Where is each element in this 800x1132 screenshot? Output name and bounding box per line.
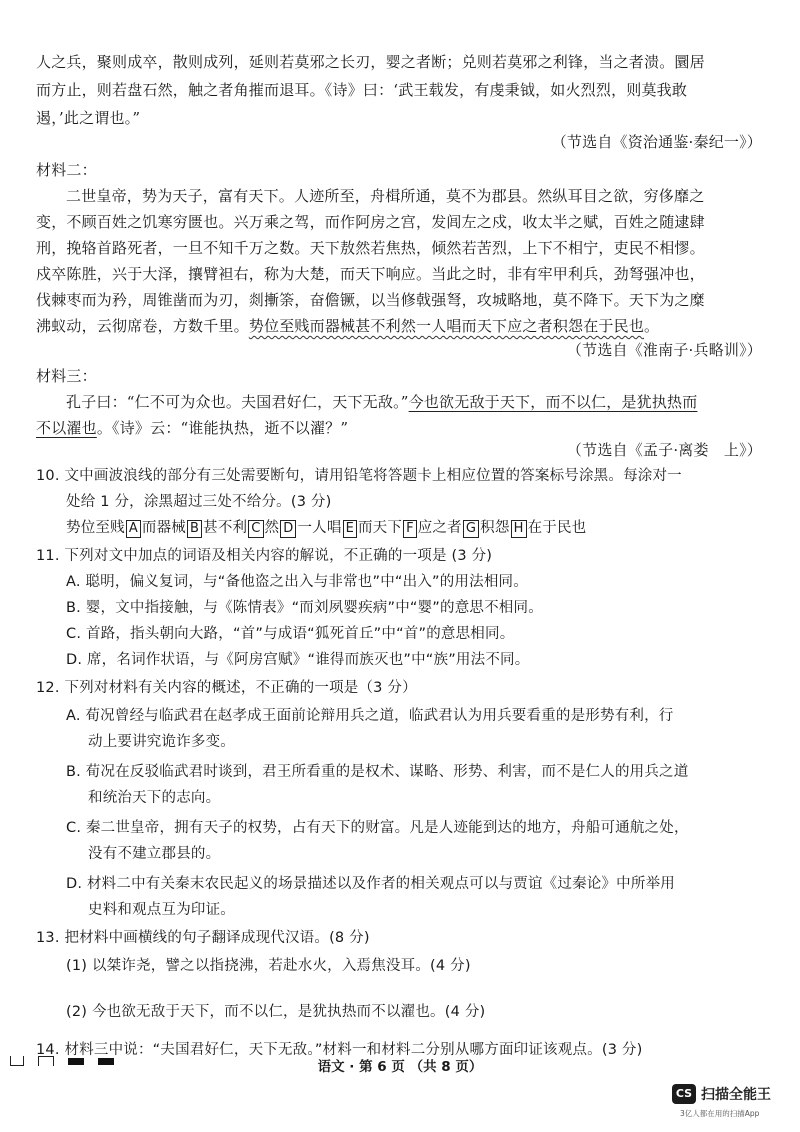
choice-d[interactable]: D. 材料二中有关秦末农民起义的场景描述以及作者的相关观点可以与贾谊《过秦论》中所举用 xyxy=(66,876,675,892)
option-box-f[interactable]: F xyxy=(403,520,417,538)
source-citation: （节选自《淮南子·兵略训》） xyxy=(566,341,762,359)
segment-text: 应之者 xyxy=(417,520,462,536)
segment-text: 势位至贱 xyxy=(66,520,125,536)
question-10-stem: 处给 1 分，涂黑超过三处不给分。(3 分) xyxy=(66,494,332,510)
choice-b-cont[interactable]: 和统治天下的志向。 xyxy=(88,790,221,806)
scanner-watermark-name: 扫描全能王 xyxy=(701,1087,771,1103)
choice-c[interactable]: C. 首路，指头朝向大路，“首”与成语“狐死首丘”中“首”的意思相同。 xyxy=(66,626,515,642)
page-footer: 语文 · 第 6 页 （共 8 页） xyxy=(317,1059,483,1075)
passage-text: 。 xyxy=(644,317,660,335)
option-box-g[interactable]: G xyxy=(463,520,479,538)
choice-a-cont[interactable]: 动上要讲究诡诈多变。 xyxy=(88,734,235,750)
camscanner-logo-icon: CS xyxy=(672,1084,696,1104)
segment-text: 甚不利 xyxy=(203,520,248,536)
question-14-stem: 14. 材料三中说：“夫国君好仁，天下无敌。”材料一和材料二分别从哪方面印证该观点。(3 分) xyxy=(36,1042,643,1058)
source-citation: （节选自《资治通鉴·秦纪一》） xyxy=(551,133,762,151)
passage-line: 戍卒陈胜，兴于大泽，攘臂袒右，称为大楚，而天下响应。当此之时，非有牢甲利兵，劲弩强冲也， xyxy=(36,265,705,283)
question-12-stem: 12. 下列对材料有关内容的概述，不正确的一项是（3 分） xyxy=(36,680,417,696)
option-box-e[interactable]: E xyxy=(343,520,357,538)
passage-line: 而方止，则若盘石然，触之者角摧而退耳。《诗》曰：‘武王载发，有虔秉钺，如火烈烈，则莫我敢 xyxy=(36,81,688,99)
passage-line: 刑，挽辂首路死者，一旦不知千万之数。天下敖然若焦热，倾然若苦烈，上下不相宁，吏民不相憀。 xyxy=(36,239,705,257)
choice-a[interactable]: A. 聪明，偏义复词，与“备他盗之出入与非常也”中“出入”的用法相同。 xyxy=(66,574,528,590)
passage-line: 人之兵，聚则成卒，散则成列，延则若莫邪之长刃，婴之者断；兑则若莫邪之利锋，当之者溃。圜居 xyxy=(36,53,705,71)
underlined-sentence: 不以濯也 xyxy=(36,419,97,437)
source-citation: （节选自《孟子·离娄 上》） xyxy=(566,441,762,459)
material-three-title: 材料三： xyxy=(36,367,97,385)
passage-line: 遏，’此之谓也。” xyxy=(36,109,141,127)
segment-text: 然 xyxy=(264,520,280,536)
segment-text: 一人唱 xyxy=(297,520,342,536)
passage-line: 变，不顾百姓之饥寒穷匮也。兴万乘之驾，而作阿房之宫，发闾左之戍，收太半之赋，百姓之随逮肆 xyxy=(36,213,705,231)
option-box-c[interactable]: C xyxy=(248,520,263,538)
segment-text: 而器械 xyxy=(141,520,187,536)
passage-text: 。《诗》云：“谁能执热，逝不以濯？” xyxy=(96,419,349,437)
passage-text: 沸蚁动，云彻席卷，方数千里。 xyxy=(36,317,249,335)
passage-line xyxy=(36,418,348,438)
material-two-title: 材料二： xyxy=(36,161,97,179)
question-10-stem: 10. 文中画波浪线的部分有三处需要断句，请用铅笔将答题卡上相应位置的答案标号涂黑。每涂对一 xyxy=(36,468,682,484)
translation-item-2: (2) 今也欲无敌于天下，而不以仁，是犹执热而不以濯也。(4 分) xyxy=(66,1004,486,1020)
passage-line xyxy=(36,316,659,336)
translation-item-1: (1) 以桀诈尧，譬之以指挠沸，若赴水火，入焉焦没耳。(4 分) xyxy=(66,958,471,974)
choice-a[interactable]: A. 荀况曾经与临武君在赵孝成王面前论辩用兵之道，临武君认为用兵要看重的是形势有利，行 xyxy=(66,708,674,724)
choice-d[interactable]: D. 席，名词作状语，与《阿房宫赋》“谁得而族灭也”中“族”用法不同。 xyxy=(66,652,530,668)
passage-line: 二世皇帝，势为天子，富有天下。人迹所至，舟楫所通，莫不为郡县。然纵耳目之欲，穷侈靡之 xyxy=(66,187,705,205)
question-11-stem: 11. 下列对文中加点的词语及相关内容的解说，不正确的一项是 (3 分) xyxy=(36,548,493,564)
underlined-sentence: 今也欲无敌于天下，而不以仁，是犹执热而 xyxy=(408,393,698,411)
passage-line xyxy=(66,392,697,412)
passage-line: 伐棘枣而为矜，周锥凿而为刃，剡摲筡，奋儋镢，以当修戟强弩，攻城略地，莫不降下。天下为之糜 xyxy=(36,291,705,309)
question-13-stem: 13. 把材料中画横线的句子翻译成现代汉语。(8 分) xyxy=(36,930,370,946)
option-box-a[interactable]: A xyxy=(126,520,141,538)
option-box-d[interactable]: D xyxy=(280,520,296,538)
wavy-underlined-sentence: 势位至贱而器械甚不利然一人唱而天下应之者积怨在于民也 xyxy=(248,317,645,335)
option-box-h[interactable]: H xyxy=(511,520,527,538)
segment-text: 积怨 xyxy=(480,520,510,536)
scanner-watermark-tagline: 3亿人都在用的扫描App xyxy=(680,1109,760,1118)
choice-d-cont[interactable]: 史料和观点互为印证。 xyxy=(88,902,235,918)
segment-text: 而天下 xyxy=(357,520,403,536)
option-box-b[interactable]: B xyxy=(187,520,202,538)
choice-c[interactable]: C. 秦二世皇帝，拥有天子的权势，占有天下的财富。凡是人迹能到达的地方，舟船可通航之处， xyxy=(66,820,689,836)
choice-b[interactable]: B. 荀况在反驳临武君时谈到，君王所看重的是权术、谋略、形势、利害，而不是仁人的用兵之道 xyxy=(66,764,689,780)
segment-text: 在于民也 xyxy=(527,520,587,536)
choice-c-cont[interactable]: 没有不建立郡县的。 xyxy=(88,846,221,862)
choice-b[interactable]: B. 婴，文中指接触，与《陈情表》“而刘夙婴疾病”中“婴”的意思不相同。 xyxy=(66,600,543,616)
passage-text: 孔子曰：“仁不可为众也。夫国君好仁，天下无敌。” xyxy=(66,393,409,411)
sentence-break-options xyxy=(66,518,586,538)
